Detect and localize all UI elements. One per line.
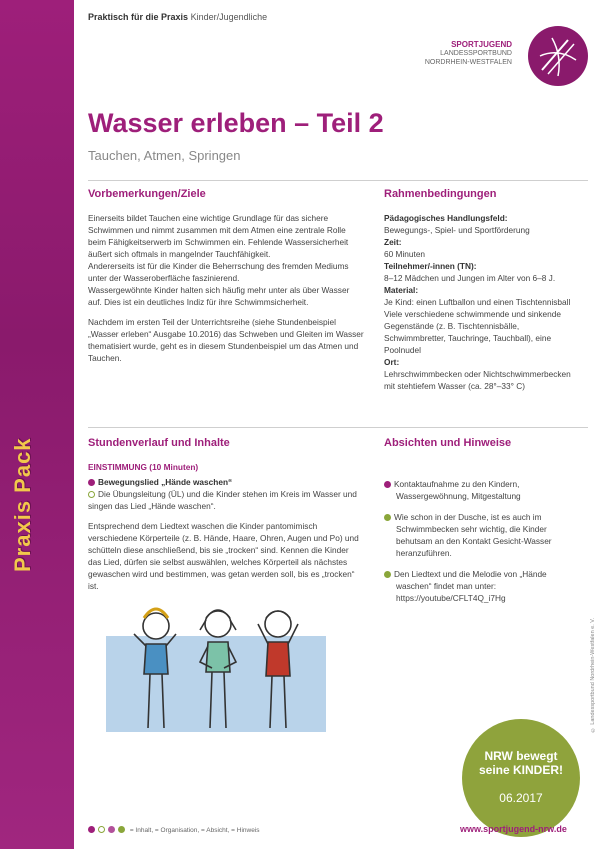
stundenverlauf-text xyxy=(88,461,364,592)
hinweis-text-2: Den Liedtext und die Melodie von „Hände waschen“ findet man unter: https://youtube/CFLT4Q_i7Hg xyxy=(394,569,547,603)
series-bold: Praktisch für die Praxis xyxy=(88,12,189,22)
inhalt-dot-icon xyxy=(88,479,95,486)
hinweis-dot-icon xyxy=(384,571,391,578)
badge-year: 06.2017 xyxy=(499,791,543,805)
heading-vorbemerkungen: Vorbemerkungen/Ziele xyxy=(88,188,206,200)
rahmen-value-ort: Lehrschwimmbecken oder Nichtschwimmerbecken mit stehtiefem Wasser (ca. 28°–33° C) xyxy=(384,369,571,391)
sidebar-logo: Praxis Pack xyxy=(10,437,35,573)
absicht-text-1: Kontaktaufnahme zu den Kindern, Wassergewöhnung, Mitgestaltung xyxy=(394,479,521,501)
series-line xyxy=(88,12,267,22)
absichten-text xyxy=(384,478,580,613)
organisation-dot-icon xyxy=(88,491,95,498)
sportjugend-logo xyxy=(416,26,588,86)
page-title: Wasser erleben – Teil 2 xyxy=(88,108,384,138)
vorbemerkungen-p3: Wassergewöhnte Kinder halten sich häufig mehr unter als über Wasser auf. Dies ist ein deutliches Indiz für ihre Schwimmsicherheit. xyxy=(88,285,350,307)
logo-line3: NORDRHEIN-WESTFALEN xyxy=(424,59,512,66)
vorbemerkungen-p1: Einerseits bildet Tauchen eine wichtige Grundlage für das sichere Schwimmen und nimmt zusammen mit dem Atmen eine zentrale Rolle beim Fähigkeitserwerb im Schwimmen ein. Fehlende Wassersicherheit äußert sich oftmals in mangelnder Tauchfähigkeit. xyxy=(88,213,349,259)
copyright-note: © Landessportbund Nordrhein-Westfalen e. V. xyxy=(590,618,596,733)
vorbemerkungen-p2: Andererseits ist für die Kinder die Beherrschung des fremden Mediums unter der Wasseroberfläche faszinierend. xyxy=(88,261,349,283)
absicht-item xyxy=(384,478,580,502)
page-subtitle: Tauchen, Atmen, Springen xyxy=(88,148,241,163)
divider xyxy=(88,180,588,181)
rahmen-label-ort: Ort: xyxy=(384,357,400,367)
logo-emblem-icon xyxy=(528,26,588,86)
badge-line1: NRW bewegt xyxy=(484,749,558,763)
children-illustration xyxy=(106,596,326,744)
rahmen-value-handlungsfeld: Bewegungs-, Spiel- und Sportförderung xyxy=(384,225,530,235)
hinweis-item xyxy=(384,511,580,559)
heading-stundenverlauf: Stundenverlauf und Inhalte xyxy=(88,437,230,449)
stunden-item-organisation xyxy=(88,488,364,512)
rahmen-label-material: Material: xyxy=(384,285,419,295)
rahmen-label-teilnehmer: Teilnehmer/-innen (TN): xyxy=(384,261,477,271)
logo-line2: LANDESSPORTBUND xyxy=(440,50,512,57)
legend-text: = Inhalt, = Organisation, = Absicht, = Hinweis xyxy=(129,827,260,834)
hinweis-text-1: Wie schon in der Dusche, ist es auch im Schwimmbecken sehr wichtig, die Kinder behutsam an den Kontakt Gesicht-Wasser heranzuführen. xyxy=(394,512,552,558)
legend-absicht-icon xyxy=(108,826,115,833)
rahmen-value-zeit: 60 Minuten xyxy=(384,249,426,259)
stunden-item-inhalt xyxy=(88,476,364,488)
logo-text xyxy=(425,40,512,67)
sidebar-band xyxy=(0,0,74,849)
logo-brand: SPORTJUGEND xyxy=(451,40,512,49)
series-rest: Kinder/Jugendliche xyxy=(190,12,268,22)
badge-line2: seine KINDER! xyxy=(478,763,564,777)
item-organisation: Die Übungsleitung (ÜL) und die Kinder stehen im Kreis im Wasser und singen das Lied „Hände waschen“. xyxy=(88,489,357,511)
vorbemerkungen-p4: Nachdem im ersten Teil der Unterrichtsreihe (siehe Stundenbeispiel „Wasser erleben“ Ausgabe 10.2016) das Schweben und Gleiten im Wasser thematisiert wurde, geht es in diesem Stundenbeispiel um das Atmen und Tauchen. xyxy=(88,317,364,363)
heading-rahmen: Rahmenbedingungen xyxy=(384,188,497,200)
heading-absichten: Absichten und Hinweise xyxy=(384,437,512,449)
footer-url[interactable]: www.sportjugend-nrw.de xyxy=(460,824,567,834)
divider xyxy=(88,427,588,428)
hinweis-dot-icon xyxy=(384,514,391,521)
stunden-paragraph: Entsprechend dem Liedtext waschen die Kinder pantomimisch verschiedene Körperteile (z. B. Hände, Haare, Ohren, Augen und Po) und schütteln diese anschließend, bis sie „trocken“ sind. Kennen die Kinder das Lied, dürfen sie selbst auswählen, welches Körperteil als nächstes gewaschen wird und bestimmen, was getan werden soll, bis es „trocken“ ist. xyxy=(88,521,359,591)
rahmen-value-teilnehmer: 8–12 Mädchen und Jungen im Alter von 6–8 J. xyxy=(384,273,556,283)
absicht-dot-icon xyxy=(384,481,391,488)
phase-label: EINSTIMMUNG (10 Minuten) xyxy=(88,462,199,472)
item-lied: Bewegungslied „Hände waschen“ xyxy=(98,477,233,487)
hinweis-item xyxy=(384,568,580,604)
vorbemerkungen-text xyxy=(88,212,364,372)
legend xyxy=(88,826,260,834)
legend-inhalt-icon xyxy=(88,826,95,833)
legend-hinweis-icon xyxy=(118,826,125,833)
rahmen-value-material: Je Kind: einen Luftballon und einen Tischtennisball Viele verschiedene schwimmende und sinkende Gegenstände (z. B. Tischtennisbälle, Schwimmbretter, Tauchringe, Tauchball), eine Poolnudel xyxy=(384,297,571,355)
rahmen-label-handlungsfeld: Pädagogisches Handlungsfeld: xyxy=(384,213,508,223)
legend-organisation-icon xyxy=(98,826,105,833)
rahmen-label-zeit: Zeit: xyxy=(384,237,402,247)
nrw-badge xyxy=(462,719,580,837)
rahmen-text xyxy=(384,212,580,392)
